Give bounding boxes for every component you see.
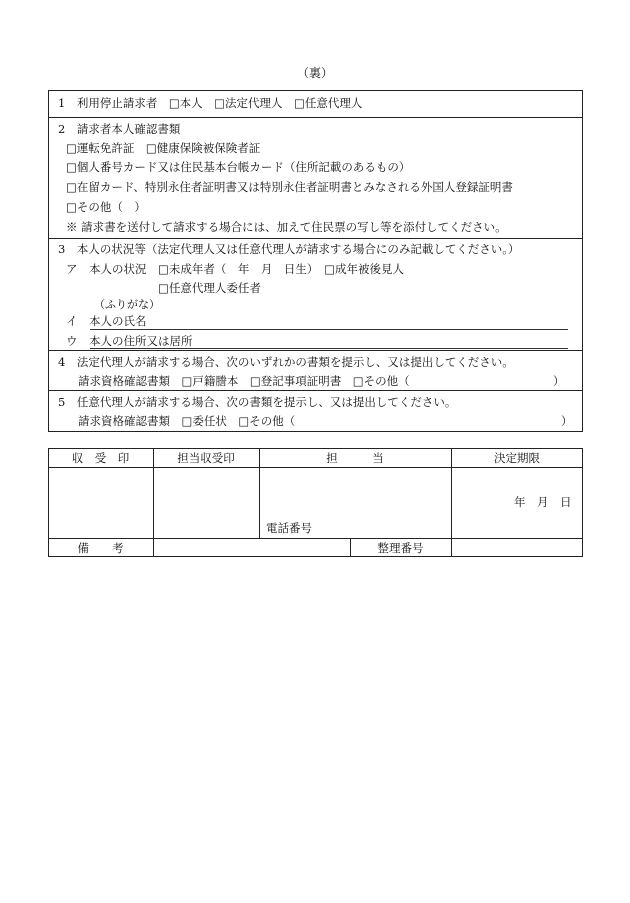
address-underline (90, 348, 568, 349)
divider (48, 390, 583, 391)
identity-doc-option: □在留カード、特別永住者証明書又は特別永住者証明書とみなされる外国人登録証明書 (66, 180, 513, 194)
voluntary-agent-docs: 請求資格確認書類 □委任状 □その他（ (78, 414, 296, 428)
name-underline (90, 329, 568, 330)
divider (48, 238, 583, 239)
voluntary-agent-close: ） (561, 414, 573, 428)
voluntary-agent-heading: 5 任意代理人が請求する場合、次の書類を提示し、又は提出してください。 (58, 395, 457, 409)
divider (48, 467, 583, 468)
person-in-charge-header: 担 当 (326, 451, 384, 465)
identity-doc-option: □個人番号カード又は住民基本台帳カード（住所記載のあるもの） (66, 160, 411, 174)
furigana-label: （ふりがな） (94, 298, 160, 311)
divider (48, 538, 583, 539)
deadline-date: 年 月 日 (514, 495, 572, 509)
divider (48, 350, 583, 351)
person-name-label: イ 本人の氏名 (66, 314, 147, 328)
remarks-label: 備 考 (77, 541, 124, 555)
identity-doc-option: □その他（ ） (66, 200, 146, 214)
legal-agent-close: ） (553, 374, 565, 388)
person-status-line: ア 本人の状況 □未成年者（ 年 月 日生） □成年被後見人 (66, 262, 404, 276)
phone-number-label: 電話番号 (266, 521, 312, 535)
person-status-heading: 3 本人の状況等（法定代理人又は任意代理人が請求する場合にのみ記載してください。） (58, 242, 520, 256)
legal-agent-heading: 4 法定代理人が請求する場合、次のいずれかの書類を提示し、又は提出してください。 (58, 355, 514, 369)
identity-doc-option: □運転免許証 □健康保険被保険者証 (66, 141, 261, 155)
person-status-line-2: □任意代理人委任者 (158, 281, 261, 295)
reference-number-label: 整理番号 (377, 541, 424, 555)
person-address-label: ウ 本人の住所又は居所 (66, 334, 193, 348)
receipt-stamp-header: 収 受 印 (71, 451, 130, 465)
mail-note: ※ 請求書を送付して請求する場合には、加えて住民票の写し等を添付してください。 (66, 220, 507, 234)
identity-docs-heading: 2 請求者本人確認書類 (58, 122, 181, 136)
page-title: （裏） (296, 66, 333, 80)
staff-stamp-header: 担当収受印 (177, 451, 235, 465)
legal-agent-docs: 請求資格確認書類 □戸籍謄本 □登記事項証明書 □その他（ (78, 374, 410, 388)
requester-type-line: 1 利用停止請求者 □本人 □法定代理人 □任意代理人 (58, 96, 363, 110)
divider (48, 117, 583, 118)
decision-deadline-header: 決定期限 (494, 451, 540, 465)
